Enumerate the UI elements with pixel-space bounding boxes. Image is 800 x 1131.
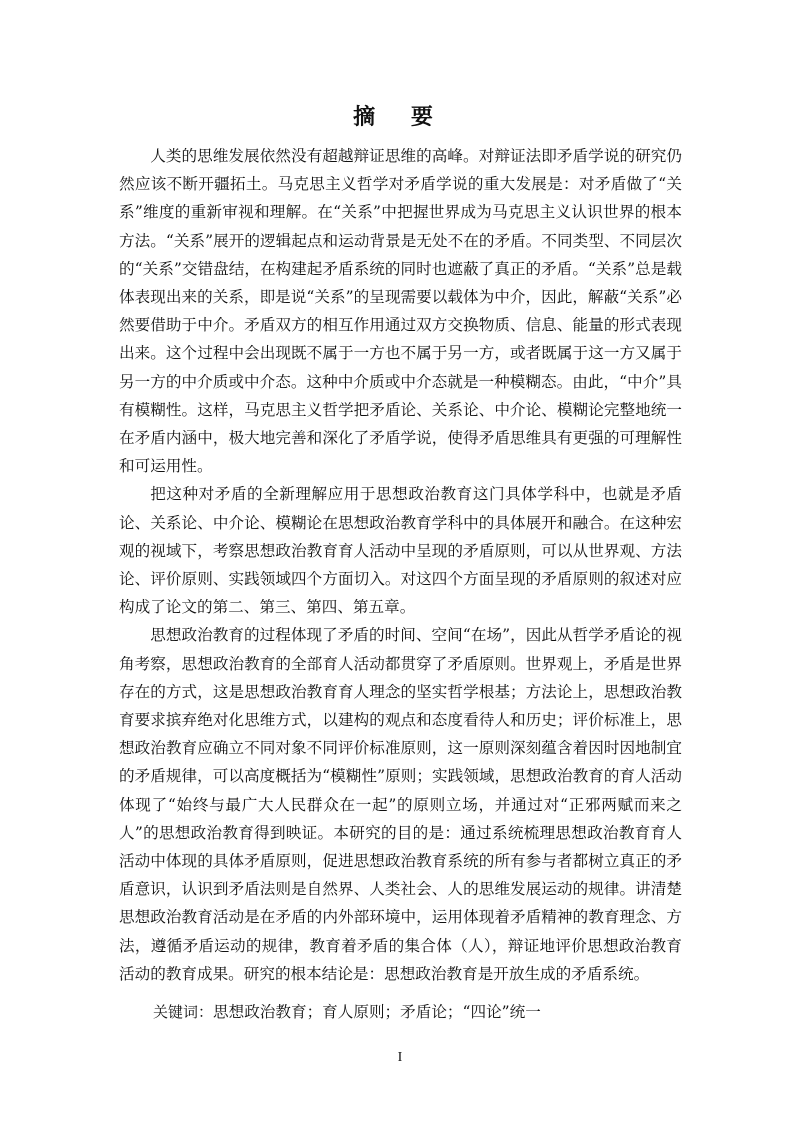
abstract-paragraph-2: 把这种对矛盾的全新理解应用于思想政治教育这门具体学科中，也就是矛盾论、关系论、中介论、模糊论在思想政治教育学科中的具体展开和融合。在这种宏观的视域下，考察思想政治教育育人活动中呈现的矛盾原则，可以从世界观、方法论、评价原则、实践领域四个方面切入。对这四个方面呈现的矛盾原则的叙述对应构成了论文的第二、第三、第四、第五章。: [119, 485, 682, 617]
abstract-paragraph-3: 思想政治教育的过程体现了矛盾的时间、空间“在场”，因此从哲学矛盾论的视角考察，思想政治教育的全部育人活动都贯穿了矛盾原则。世界观上，矛盾是世界存在的方式，这是思想政治教育育人理念的坚实哲学根基；方法论上，思想政治教育要求摈弃绝对化思维方式，以建构的观点和态度看待人和历史；评价标准上，思想政治教育应确立不同对象不同评价标准原则，这一原则深刻蕴含着因时因地制宜的矛盾规律，可以高度概括为“模糊性”原则；实践领域，思想政治教育的育人活动体现了“始终与最广大人民群众在一起”的原则立场，并通过对“正邪两赋而来之人”的思想政治教育得到映证。本研究的目的是：通过系统梳理思想政治教育育人活动中体现的具体矛盾原则，促进思想政治教育系统的所有参与者都树立真正的矛盾意识，认识到矛盾法则是自然界、人类社会、人的思维发展运动的规律。讲清楚思想政治教育活动是在矛盾的内外部环境中，运用体现着矛盾精神的教育理念、方法，遵循矛盾运动的规律，教育着矛盾的集合体（人），辩证地评价思想政治教育活动的教育成果。研究的根本结论是：思想政治教育是开放生成的矛盾系统。: [119, 626, 682, 983]
keywords-line: [153, 1000, 713, 1024]
abstract-body: [119, 142, 682, 988]
abstract-paragraph-1: 人类的思维发展依然没有超越辩证思维的高峰。对辩证法即矛盾学说的研究仍然应该不断开疆拓土。马克思主义哲学对矛盾学说的重大发展是：对矛盾做了“关系”维度的重新审视和理解。在“关系”中把握世界成为马克思主义认识世界的根本方法。“关系”展开的逻辑起点和运动背景是无处不在的矛盾。不同类型、不同层次的“关系”交错盘结，在构建起矛盾系统的同时也遮蔽了真正的矛盾。“关系”总是载体表现出来的关系，即是说“关系”的呈现需要以载体为中介，因此，解蔽“关系”必然要借助于中介。矛盾双方的相互作用通过双方交换物质、信息、能量的形式表现出来。这个过程中会出现既不属于一方也不属于另一方，或者既属于这一方又属于另一方的中介质或中介态。这种中介质或中介态就是一种模糊态。由此，“中介”具有模糊性。这样，马克思主义哲学把矛盾论、关系论、中介论、模糊论完整地统一在矛盾内涵中，极大地完善和深化了矛盾学说，使得矛盾思维具有更强的可理解性和可运用性。: [119, 147, 682, 476]
keywords-label: 关键词：: [153, 1003, 214, 1021]
page-number: I: [397, 1050, 403, 1065]
page-title: 摘 要: [353, 105, 447, 130]
keywords-text: 思想政治教育；育人原则；矛盾论；“四论”统一: [213, 1003, 541, 1021]
